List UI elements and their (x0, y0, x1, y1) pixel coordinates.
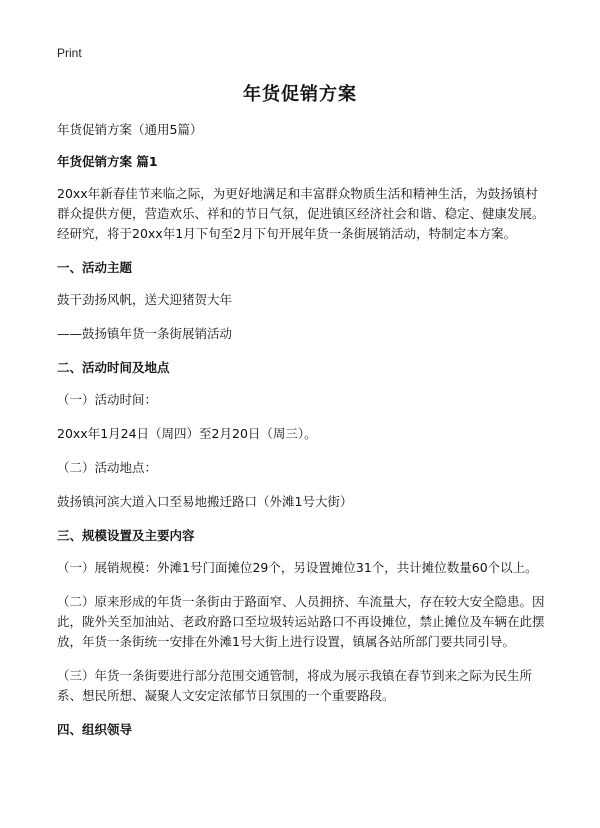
place-value: 鼓扬镇河滨大道入口至易地搬迁路口（外滩1号大街） (57, 494, 353, 509)
theme-line-1: 鼓干劲扬风帆，送犬迎猪贺大年 (57, 292, 233, 307)
scale-item-2: （二）原来形成的年货一条街由于路面窄、人员拥挤、车流量大，存在较大安全隐患。因此，陇外关至加油站、老政府路口至垃圾转运站路口不再设摊位，禁止摊位及车辆在此摆放，年货一条街统一安排在外滩1号大街上进行设置，镇属各站所部门要共同引导。 (57, 594, 545, 649)
theme-line-2: ——鼓扬镇年货一条街展销活动 (57, 326, 233, 341)
place-label: （二）活动地点： (57, 460, 158, 475)
scale-item-1: （一）展销规模：外滩1号门面摊位29个，另设置摊位31个，共计摊位数量60个以上。 (57, 560, 538, 575)
document-title: 年货促销方案 (243, 84, 357, 105)
document-body (57, 120, 550, 752)
article-title: 年货促销方案 篇1 (57, 154, 158, 169)
section-heading-scale: 三、规模设置及主要内容 (57, 528, 195, 543)
section-heading-time-place: 二、活动时间及地点 (57, 360, 170, 375)
print-label[interactable]: Print (57, 46, 82, 60)
document-subtitle: 年货促销方案（通用5篇） (57, 122, 203, 137)
time-label: （一）活动时间： (57, 392, 158, 407)
section-heading-theme: 一、活动主题 (57, 260, 133, 275)
intro-paragraph: 20xx年新春佳节来临之际，为更好地满足和丰富群众物质生活和精神生活，为鼓扬镇村群众提供方便，营造欢乐、祥和的节日气氛，促进镇区经济社会和谐、稳定、健康发展。经研究，将于20xx年1月下旬至2月下旬开展年货一条街展销活动，特制定本方案。 (57, 186, 545, 241)
scale-item-3: （三）年货一条街要进行部分范围交通管制，将成为展示我镇在春节到来之际为民生所系、想民所想、凝聚人文安定浓郁节日氛围的一个重要路段。 (57, 668, 533, 703)
section-heading-organization: 四、组织领导 (57, 722, 133, 737)
time-value: 20xx年1月24日（周四）至2月20日（周三）。 (57, 426, 317, 441)
